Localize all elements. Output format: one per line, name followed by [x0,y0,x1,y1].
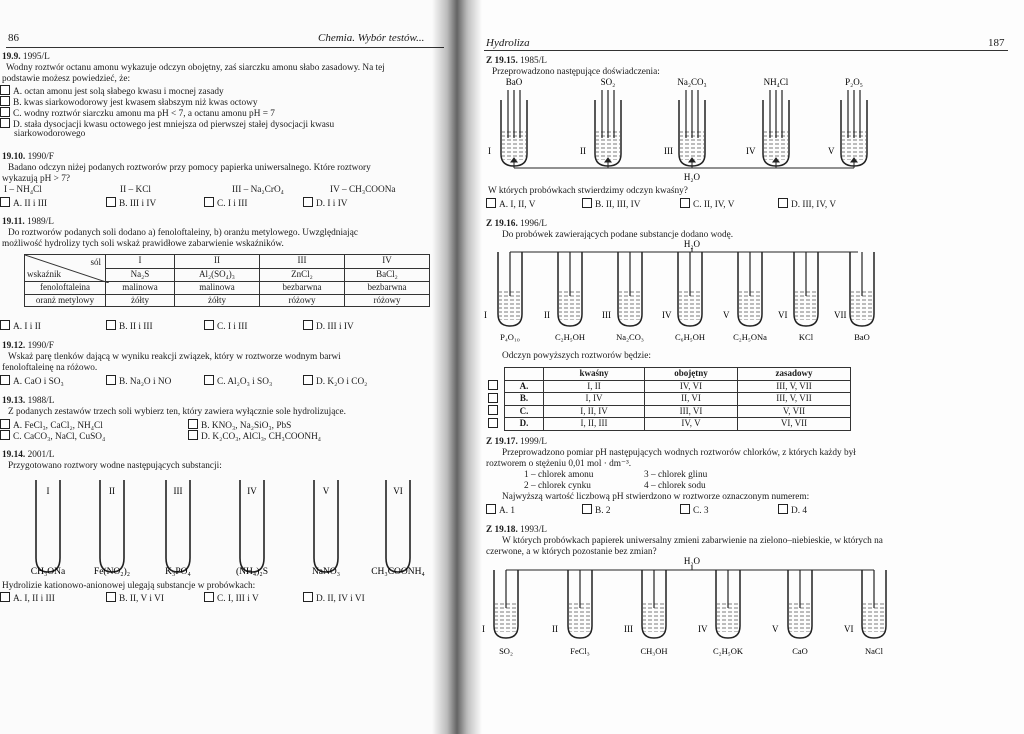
solution-item: 2 – chlorek cynku [524,481,591,491]
tube-label: I [46,486,50,496]
table-cell: I, IV [544,393,645,406]
page-number: 86 [8,32,19,44]
checkbox[interactable] [106,592,116,602]
test-tubes-19-15 [478,76,898,184]
table-cell: BaCl₂ [345,268,430,282]
checkbox[interactable] [303,320,313,330]
answer-option[interactable]: A. II i III [0,197,47,211]
table-header: obojętny [645,368,738,381]
checkbox[interactable] [488,405,498,415]
tube-label: IV [247,486,257,496]
table-cell: I, II, III [544,418,645,431]
checkbox[interactable] [582,504,592,514]
question-number: 19.10. [2,152,26,162]
question-text: możliwość hydrolizy tych soli wskaż prawidłowe zabarwienie wskaźników. [2,239,284,249]
reagent-label: SO₂ [600,77,616,87]
table-cell: różowy [345,294,430,307]
checkbox[interactable] [204,320,214,330]
answer-option[interactable]: D. I i IV [303,197,348,211]
question-text: Do probówek zawierających podane substancje dodano wodę. [502,230,734,240]
checkbox[interactable] [188,419,198,429]
substance-label: C₆H₅OH [674,332,706,342]
answer-option[interactable]: B. Na₂O i NO [106,375,171,389]
question-number: 19.11. [2,217,25,227]
substance-label: NaCl [865,646,883,656]
answer-option[interactable]: D. K₂CO₃, AlCl₃, CH₃COONH₄ [188,430,321,444]
tube-label: IV [662,310,672,320]
water-label: H₂O [683,172,701,182]
table-header: kwaśny [544,368,645,381]
indicator-table [24,254,430,307]
answer-option[interactable]: C. I i III [204,197,247,211]
tube-label: III [664,146,673,156]
table-cell: VI, VII [738,418,851,431]
question-number: 19.12. [2,341,26,351]
question-text: Wodny roztwór octanu amonu wykazuje odczyn obojętny, zaś siarczku amonu słabo zasadowy. Na tej [6,63,385,73]
question-text: Hydrolizie kationowo-anionowej ulegają substancje w probówkach: [2,581,256,591]
checkbox[interactable] [582,198,592,208]
substance-label: (NH₄)₂S [236,567,268,577]
table-cell: bezbarwna [260,282,345,295]
answer-option[interactable]: A. I i II [0,320,41,334]
tube-label: II [544,310,550,320]
solution-item: III – Na₂CrO₄ [232,185,284,195]
tube-label: I [482,624,485,634]
answer-option[interactable]: A. I, II i III [0,592,55,606]
checkbox[interactable] [303,375,313,385]
question-source: 1990/F [27,152,54,162]
answer-option[interactable]: C. wodny roztwór siarczku amonu ma pH < 7, a octanu amonu pH = 7 [0,107,275,121]
right-page [468,0,1024,734]
substance-label: C₂H₅OH [554,332,586,342]
answer-option[interactable]: B. II, III, IV [582,198,640,212]
checkbox[interactable] [0,592,10,602]
substance-label: P₄O₁₀ [500,332,520,342]
solution-item: 4 – chlorek sodu [644,481,706,491]
substance-label: CaO [792,646,808,656]
tube-label: VI [393,486,403,496]
answer-option[interactable]: C. I i III [204,320,247,334]
question-source: 1985/L [520,56,547,66]
question-source: 1989/L [27,217,54,227]
table-corner: sól wskaźnik [25,255,106,282]
tube-label: IV [698,624,708,634]
test-tubes-19-18 [478,554,898,660]
checkbox[interactable] [680,504,690,514]
question-text: wykazują pH > 7? [2,174,70,184]
substance-label: CH₃COONH₄ [371,567,425,577]
question-source: 1990/F [27,341,54,351]
question-text: W których probówkach stwierdzimy odczyn kwaśny? [488,186,688,196]
substance-label: NaNO₃ [311,567,341,577]
answer-option[interactable]: C. CaCO₃, NaCl, CuSO₄ [0,430,105,444]
checkbox[interactable] [188,430,198,440]
substance-label: BaO [854,332,870,342]
answer-option[interactable]: C. 3 [680,504,709,518]
table-cell: Al₂(SO₄)₃ [175,268,260,282]
header-rule [484,50,1008,51]
substance-label: Na₂CO₃ [616,332,644,342]
tube-label: II [552,624,558,634]
table-header: zasadowy [738,368,851,381]
question-text: Najwyższą wartość liczbową pH stwierdzono w roztworze oznaczonym numerem: [502,492,810,502]
tube-label: III [624,624,633,634]
row-letter: D. [505,418,544,431]
reagent-label: BaO [505,77,523,87]
table-header: III [260,255,345,269]
tube-label: V [322,486,330,496]
checkbox[interactable] [106,320,116,330]
question-number: Z 19.15. [486,56,518,66]
tube-label: I [484,310,487,320]
table-row[interactable] [486,418,851,431]
reagent-label: P₂O₅ [845,77,863,87]
checkbox[interactable] [488,393,498,403]
question-source: 2001/L [27,450,55,460]
page-number: 187 [988,37,1005,49]
checkbox[interactable] [778,198,788,208]
tube-label: VII [834,310,847,320]
checkbox[interactable] [0,430,10,440]
substance-label: Fe(NO₂)₂ [93,567,131,577]
solution-item: 3 – chlorek glinu [644,470,708,480]
answer-option[interactable]: D. K₂O i CO₂ [303,375,367,389]
substance-label: SO₂ [499,646,513,656]
answer-option[interactable]: A. I, II, V [486,198,536,212]
answer-option[interactable]: C. I, III i V [204,592,259,606]
table-row[interactable] [486,380,851,393]
answer-option[interactable]: D. stała dysocjacji kwasu octowego jest mniejsza od pierwszej stałej dysocjacji kwasu [0,118,334,132]
substance-label: FeCl₃ [570,646,590,656]
checkbox[interactable] [486,504,496,514]
water-label: H₂O [683,556,701,566]
substance-label: C₂H₅ONa [733,332,767,342]
question-number: Z 19.18. [486,525,518,535]
answer-option[interactable]: B. 2 [582,504,611,518]
tube-label: VI [844,624,854,634]
solution-item: IV – CH₃COONa [330,185,396,195]
book-gutter-shadow [432,0,482,734]
tube-label: II [580,146,586,156]
checkbox[interactable] [204,375,214,385]
tube-label: V [723,310,730,320]
table-cell: IV, V [645,418,738,431]
tube-label: I [488,146,491,156]
question-number: Z 19.16. [486,219,518,229]
table-row-label: fenoloftaleina [25,282,106,295]
question-source: 1988/L [27,396,55,406]
checkbox[interactable] [0,419,10,429]
table-cell: I, II [544,380,645,393]
solution-item: I – NH₄Cl [4,185,42,195]
test-tubes-19-16 [478,238,898,344]
table-cell: ZnCl₂ [260,268,345,282]
table-cell: żółty [106,294,175,307]
question-text: Do roztworów podanych soli dodano a) fenoloftaleiny, b) oranżu metylowego. Uwzględniając [8,228,358,238]
question-text: czerwone, a w których pozostanie bez zmian? [486,547,657,557]
table-cell: III, VI [645,405,738,418]
checkbox[interactable] [0,197,10,207]
table-cell: Na₂S [106,268,175,282]
table-cell: III, V, VII [738,380,851,393]
substance-label: CH₃ONa [30,567,66,577]
table-cell: II, VI [645,393,738,406]
solution-item: 1 – chlorek amonu [524,470,594,480]
checkbox[interactable] [488,380,498,390]
question-text: Badano odczyn niżej podanych roztworów przy pomocy papierka uniwersalnego. Które roztwory [8,163,371,173]
tube-label: V [828,146,835,156]
checkbox[interactable] [0,375,10,385]
table-cell: bezbarwna [345,282,430,295]
table-header: II [175,255,260,269]
tube-label: III [602,310,611,320]
question-text: Odczyn powyższych roztworów będzie: [502,351,651,361]
question-text: podstawie możesz powiedzieć, że: [2,74,131,84]
substance-label: CH₃OH [640,646,668,656]
answer-option-continued: siarkowodorowego [14,129,86,139]
checkbox[interactable] [303,592,313,602]
table-row[interactable] [486,405,851,418]
answer-option[interactable]: D. II, IV i VI [303,592,365,606]
answer-option[interactable]: B. II, V i VI [106,592,164,606]
running-header: Hydroliza [486,37,530,49]
checkbox[interactable] [488,418,498,428]
table-cell: malinowa [106,282,175,295]
answer-option[interactable]: A. CaO i SO₃ [0,375,64,389]
tube-label: II [109,486,115,496]
tube-label: V [772,624,779,634]
question-text: fenoloftaleinę na różowo. [2,363,98,373]
running-header: Chemia. Wybór testów... [318,32,425,44]
substance-label: C₂H₅OK [712,646,744,656]
question-number: 19.14. [2,450,26,460]
checkbox[interactable] [204,197,214,207]
question-number: 19.13. [2,396,26,406]
table-cell: I, II, IV [544,405,645,418]
header-rule [6,47,444,48]
checkbox[interactable] [303,197,313,207]
answer-option[interactable]: B. III i IV [106,197,156,211]
table-cell: IV, VI [645,380,738,393]
question-number: 19.9. [2,52,21,62]
checkbox[interactable] [106,197,116,207]
checkbox[interactable] [0,320,10,330]
answer-option[interactable]: D. III, IV, V [778,198,836,212]
answer-option[interactable]: D. III i IV [303,320,354,334]
question-source: 1996/L [520,219,547,229]
answer-option[interactable]: B. kwas siarkowodorowy jest kwasem słabszym niż kwas octowy [0,96,258,110]
checkbox[interactable] [106,375,116,385]
row-letter: A. [505,380,544,393]
checkbox[interactable] [204,592,214,602]
tube-label: VI [778,310,788,320]
left-page [0,0,452,734]
table-cell: malinowa [175,282,260,295]
question-text: W których probówkach papierek uniwersalny zmieni zabarwienie na zielono–niebieskie, w których na [502,536,883,546]
checkbox[interactable] [0,85,10,95]
answer-option[interactable]: A. 1 [486,504,515,518]
table-cell: III, V, VII [738,393,851,406]
question-source: 1995/L [22,52,50,62]
tube-label: III [173,486,183,496]
answer-option[interactable]: B. II i III [106,320,153,334]
answer-option[interactable]: D. 4 [778,504,807,518]
question-text: Przeprowadzono pomiar pH następujących wodnych roztworów chlorków, z których każdy był [502,448,856,458]
question-source: 1999/L [520,437,547,447]
reagent-label: NH₄Cl [763,77,789,87]
table-row-label: oranż metylowy [25,294,106,307]
checkbox[interactable] [778,504,788,514]
row-letter: B. [505,393,544,406]
question-number: Z 19.17. [486,437,518,447]
answer-option[interactable]: B. KNO₃, Na₂SiO₃, PbS [188,419,291,433]
water-label: H₂O [683,239,701,249]
reagent-label: Na₂CO₃ [677,77,707,87]
checkbox[interactable] [0,96,10,106]
question-text: roztworem o stężeniu 0,01 mol · dm⁻³. [486,459,632,469]
table-header: IV [345,255,430,269]
substance-label: KCl [798,332,814,342]
question-source: 1993/L [520,525,547,535]
table-cell: żółty [175,294,260,307]
answer-option[interactable]: C. II, IV, V [680,198,735,212]
table-cell: różowy [260,294,345,307]
tube-label: IV [746,146,756,156]
answer-option[interactable]: A. FeCl₃, CaCl₂, NH₄Cl [0,419,103,433]
answer-option[interactable]: A. octan amonu jest solą słabego kwasu i mocnej zasady [0,85,224,99]
substance-label: K₃PO₄ [165,567,191,577]
checkbox[interactable] [0,118,10,128]
checkbox[interactable] [486,198,496,208]
table-row[interactable] [486,393,851,406]
test-tubes-19-14 [0,470,440,582]
answer-option[interactable]: C. Al₂O₃ i SO₃ [204,375,272,389]
solution-item: II – KCl [120,185,151,195]
question-text: Z podanych zestawów trzech soli wybierz ten, który zawiera wyłącznie sole hydrolizujące. [8,407,346,417]
checkbox[interactable] [0,107,10,117]
table-header: I [106,255,175,269]
answer-table [486,367,851,431]
table-cell: V, VII [738,405,851,418]
question-text: Wskaż parę tlenków dającą w wyniku reakcji związek, który w roztworze wodnym barwi [8,352,341,362]
row-letter: C. [505,405,544,418]
checkbox[interactable] [680,198,690,208]
question-text: Przeprowadzono następujące doświadczenia: [492,67,660,77]
question-text: Przygotowano roztwory wodne następujących substancji: [8,461,222,471]
